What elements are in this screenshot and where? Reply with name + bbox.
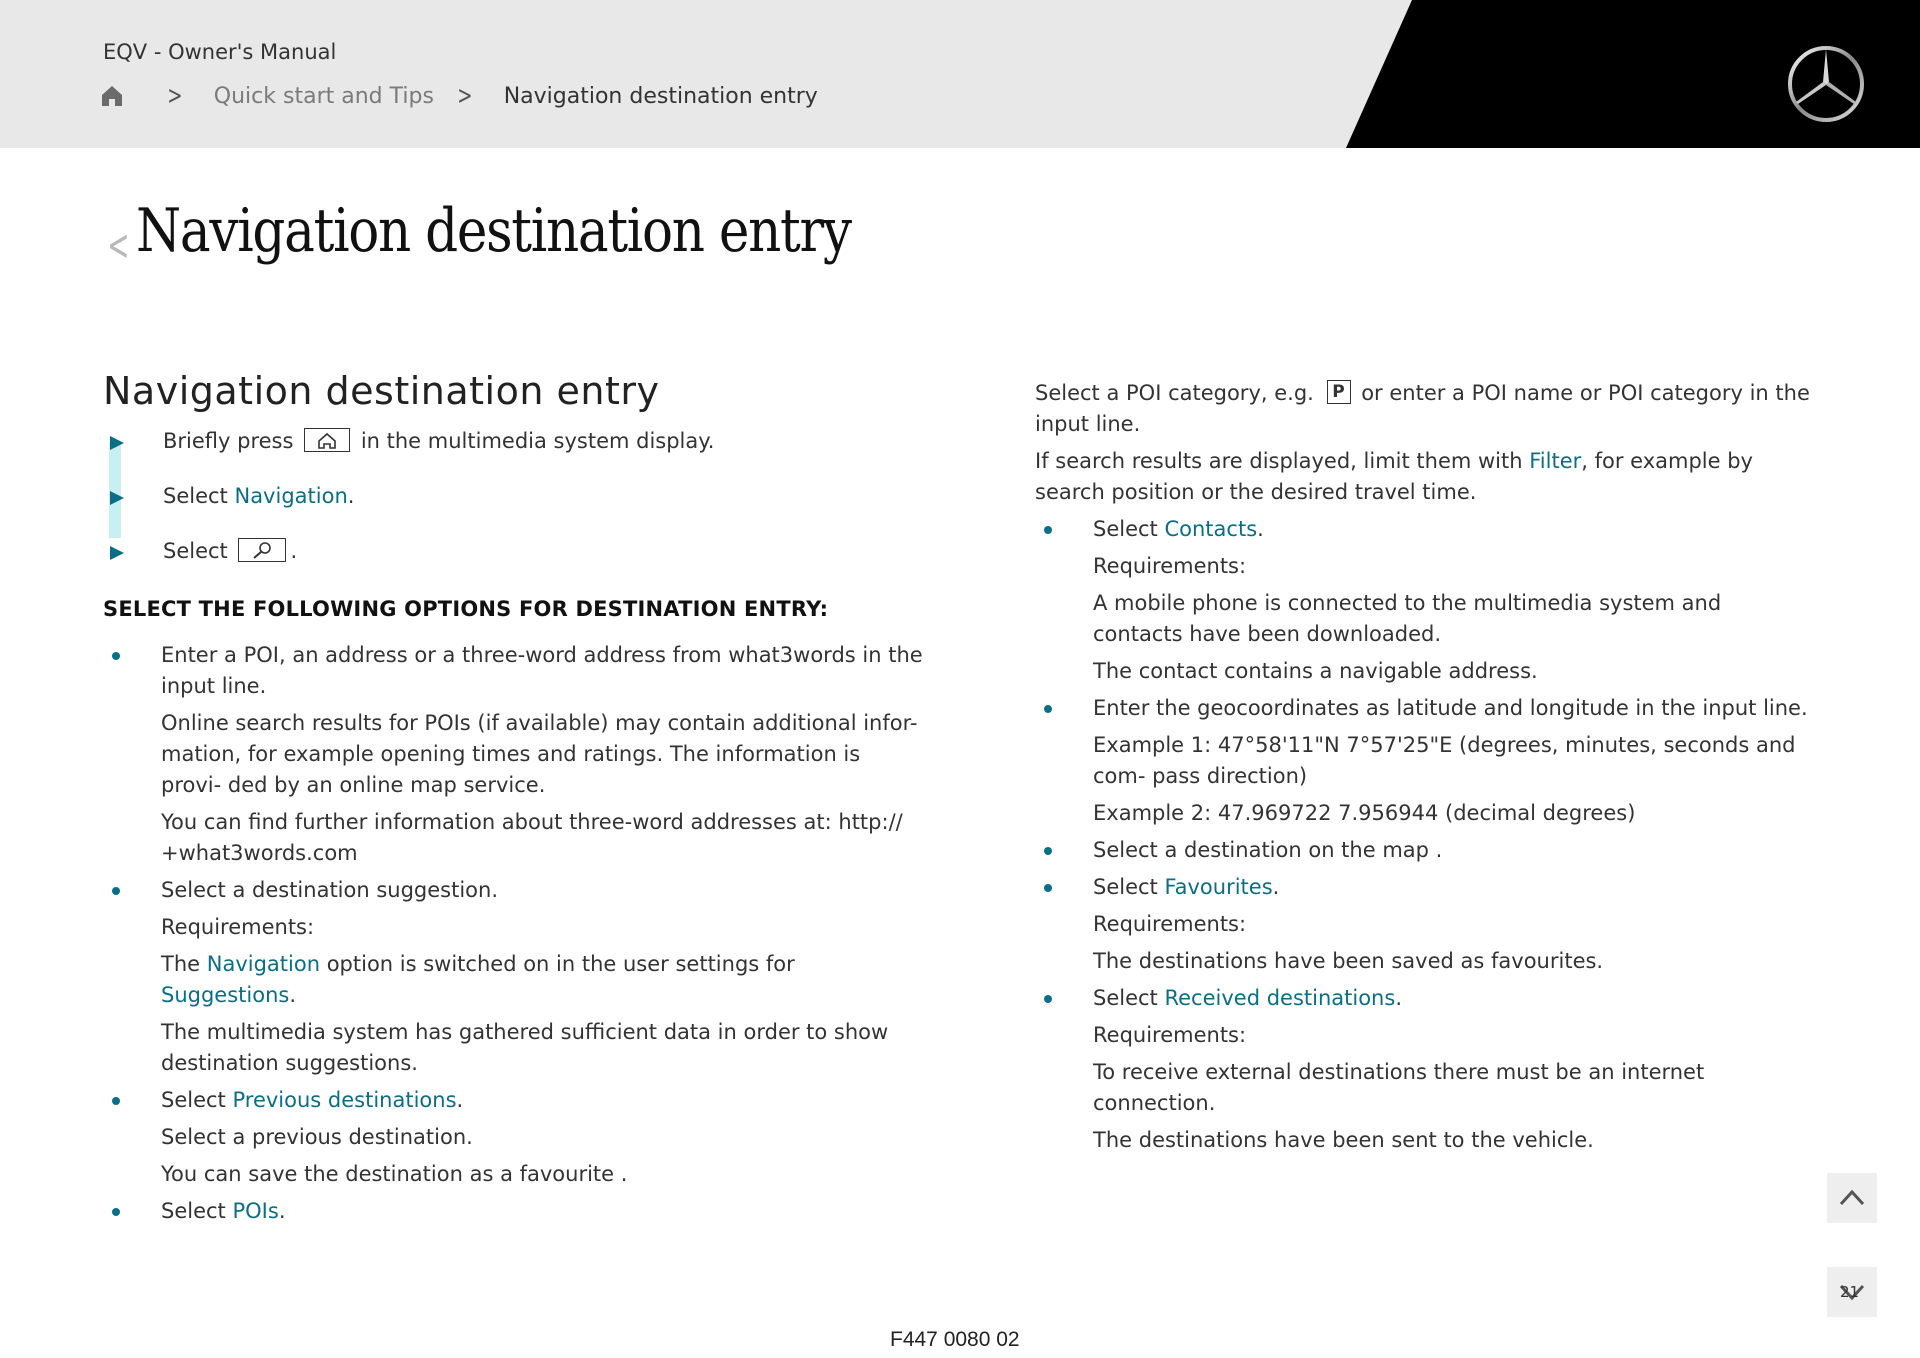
step-text: Select bbox=[163, 539, 228, 563]
options-heading: SELECT THE FOLLOWING OPTIONS FOR DESTINATION ENTRY: bbox=[103, 597, 829, 621]
parking-icon: P bbox=[1327, 380, 1351, 404]
list-item bbox=[103, 1085, 923, 1190]
mercedes-star-logo bbox=[1786, 44, 1866, 124]
list-item bbox=[103, 640, 923, 869]
step-item bbox=[103, 536, 923, 591]
punctuation: . bbox=[1395, 986, 1402, 1010]
bullet-icon bbox=[112, 887, 120, 895]
scroll-up-button[interactable] bbox=[1827, 1173, 1877, 1223]
right-column bbox=[1035, 378, 1815, 1162]
poi-category-text bbox=[1035, 378, 1815, 440]
chevron-right-icon: > bbox=[167, 81, 183, 111]
instruction-steps bbox=[103, 426, 923, 591]
item-text-part: Select bbox=[1093, 875, 1158, 899]
document-code: F447 0080 02 bbox=[890, 1328, 1020, 1351]
step-text: Briefly press bbox=[163, 429, 294, 453]
breadcrumb-link-quick-start[interactable]: Quick start and Tips bbox=[213, 83, 434, 109]
punctuation: . bbox=[1257, 517, 1264, 541]
bullet-icon bbox=[1044, 526, 1052, 534]
left-column bbox=[103, 368, 923, 1233]
navigation-link[interactable]: Navigation bbox=[234, 484, 348, 508]
item-text bbox=[1093, 514, 1815, 545]
item-note: A mobile phone is connected to the multimedia system and contacts have been downloaded. bbox=[1093, 591, 1722, 646]
breadcrumb-current: Navigation destination entry bbox=[503, 83, 818, 109]
punctuation: . bbox=[289, 983, 297, 1007]
navigation-link[interactable]: Navigation bbox=[206, 952, 321, 976]
previous-destinations-link[interactable]: Previous destinations bbox=[232, 1088, 457, 1112]
bullet-icon bbox=[1044, 847, 1052, 855]
step-text: in the multimedia system display. bbox=[360, 429, 715, 453]
item-note: Select a previous destination. bbox=[161, 1125, 473, 1149]
punctuation: . bbox=[1272, 875, 1280, 899]
bullet-icon bbox=[1044, 995, 1052, 1003]
home-icon bbox=[304, 428, 350, 452]
list-item bbox=[1035, 514, 1815, 687]
item-note: The contact contains a navigable address. bbox=[1093, 659, 1538, 683]
item-note: You can save the destination as a favourite . bbox=[161, 1162, 628, 1186]
bullet-icon bbox=[1044, 884, 1052, 892]
step-arrow-icon bbox=[110, 436, 124, 450]
punctuation: . bbox=[290, 539, 298, 563]
item-note: To receive external destinations there must be an internet connection. bbox=[1093, 1060, 1705, 1115]
step-item bbox=[103, 426, 923, 481]
note-text: or enter a POI name or POI category in the input line. bbox=[1035, 381, 1810, 436]
item-text bbox=[1093, 983, 1815, 1014]
search-icon bbox=[238, 538, 286, 562]
page-title: Navigation destination entry bbox=[136, 196, 851, 266]
note-text: , for example by search position or the desired travel time. bbox=[1035, 449, 1753, 504]
item-text bbox=[1093, 872, 1815, 903]
requirements-label: Requirements: bbox=[1093, 1023, 1247, 1047]
poi-continuation bbox=[1035, 378, 1815, 508]
item-text: Select a destination on the map . bbox=[1093, 838, 1443, 862]
item-note: Online search results for POIs (if available) may contain additional infor- mation, for example opening times and ratings. The information is provi- ded by an online map service. bbox=[161, 711, 918, 797]
bullet-icon bbox=[112, 1097, 120, 1105]
note-text: option is switched on in the user settings for bbox=[326, 952, 795, 976]
chevron-up-icon bbox=[1827, 1173, 1877, 1223]
item-text-part: Select bbox=[161, 1199, 226, 1223]
options-list-continued bbox=[1035, 514, 1815, 1156]
list-item bbox=[103, 1196, 923, 1227]
back-chevron-icon[interactable]: < bbox=[107, 220, 130, 271]
item-note: The multimedia system has gathered sufficient data in order to show destination suggestions. bbox=[161, 1020, 889, 1075]
note-text: Select a POI category, e.g. bbox=[1035, 381, 1314, 405]
bullet-icon bbox=[112, 1208, 120, 1216]
options-list bbox=[103, 640, 923, 1227]
punctuation: . bbox=[278, 1199, 286, 1223]
item-text bbox=[161, 1196, 923, 1227]
item-text-part: Select bbox=[1093, 517, 1158, 541]
requirements-label: Requirements: bbox=[161, 915, 315, 939]
item-note: The destinations have been saved as favourites. bbox=[1093, 949, 1604, 973]
note-text: If search results are displayed, limit them with bbox=[1035, 449, 1523, 473]
item-note: You can find further information about three-word addresses at: http:// +what3words.com bbox=[161, 810, 903, 865]
step-arrow-icon bbox=[110, 491, 124, 505]
step-text: Select bbox=[163, 484, 228, 508]
step-item bbox=[103, 481, 923, 536]
list-item bbox=[1035, 983, 1815, 1156]
item-text: Enter the geocoordinates as latitude and longitude in the input line. bbox=[1093, 696, 1808, 720]
list-item bbox=[1035, 835, 1815, 866]
item-text: Enter a POI, an address or a three-word address from what3words in the input line. bbox=[161, 643, 923, 698]
home-icon[interactable] bbox=[100, 84, 124, 108]
item-note bbox=[161, 949, 923, 1011]
item-text bbox=[161, 1085, 923, 1116]
item-text: Select a destination suggestion. bbox=[161, 878, 499, 902]
item-note: Example 1: 47°58'11"N 7°57'25"E (degrees, minutes, seconds and com- pass direction) bbox=[1093, 733, 1796, 788]
filter-link[interactable]: Filter bbox=[1529, 449, 1582, 473]
contacts-link[interactable]: Contacts bbox=[1164, 517, 1258, 541]
step-arrow-icon bbox=[110, 546, 124, 560]
item-note: Example 2: 47.969722 7.956944 (decimal degrees) bbox=[1093, 801, 1636, 825]
bullet-icon bbox=[1044, 705, 1052, 713]
received-destinations-link[interactable]: Received destinations bbox=[1164, 986, 1396, 1010]
section-title: Navigation destination entry bbox=[103, 369, 660, 413]
favourites-link[interactable]: Favourites bbox=[1164, 875, 1273, 899]
item-note: The destinations have been sent to the vehicle. bbox=[1093, 1128, 1594, 1152]
note-text: The bbox=[161, 952, 201, 976]
list-item bbox=[1035, 693, 1815, 829]
requirements-label: Requirements: bbox=[1093, 554, 1247, 578]
bullet-icon bbox=[112, 652, 120, 660]
list-item bbox=[1035, 872, 1815, 977]
filter-text bbox=[1035, 446, 1815, 508]
requirements-label: Requirements: bbox=[1093, 912, 1247, 936]
chevron-right-icon: > bbox=[457, 81, 473, 111]
manual-title: EQV - Owner's Manual bbox=[103, 40, 337, 64]
page-number: 21 bbox=[1840, 1283, 1860, 1301]
item-text-part: Select bbox=[161, 1088, 226, 1112]
punctuation: . bbox=[456, 1088, 464, 1112]
item-text-part: Select bbox=[1093, 986, 1158, 1010]
suggestions-link[interactable]: Suggestions bbox=[161, 983, 290, 1007]
punctuation: . bbox=[347, 484, 355, 508]
pois-link[interactable]: POIs bbox=[232, 1199, 279, 1223]
list-item bbox=[103, 875, 923, 1079]
breadcrumb bbox=[100, 80, 818, 112]
